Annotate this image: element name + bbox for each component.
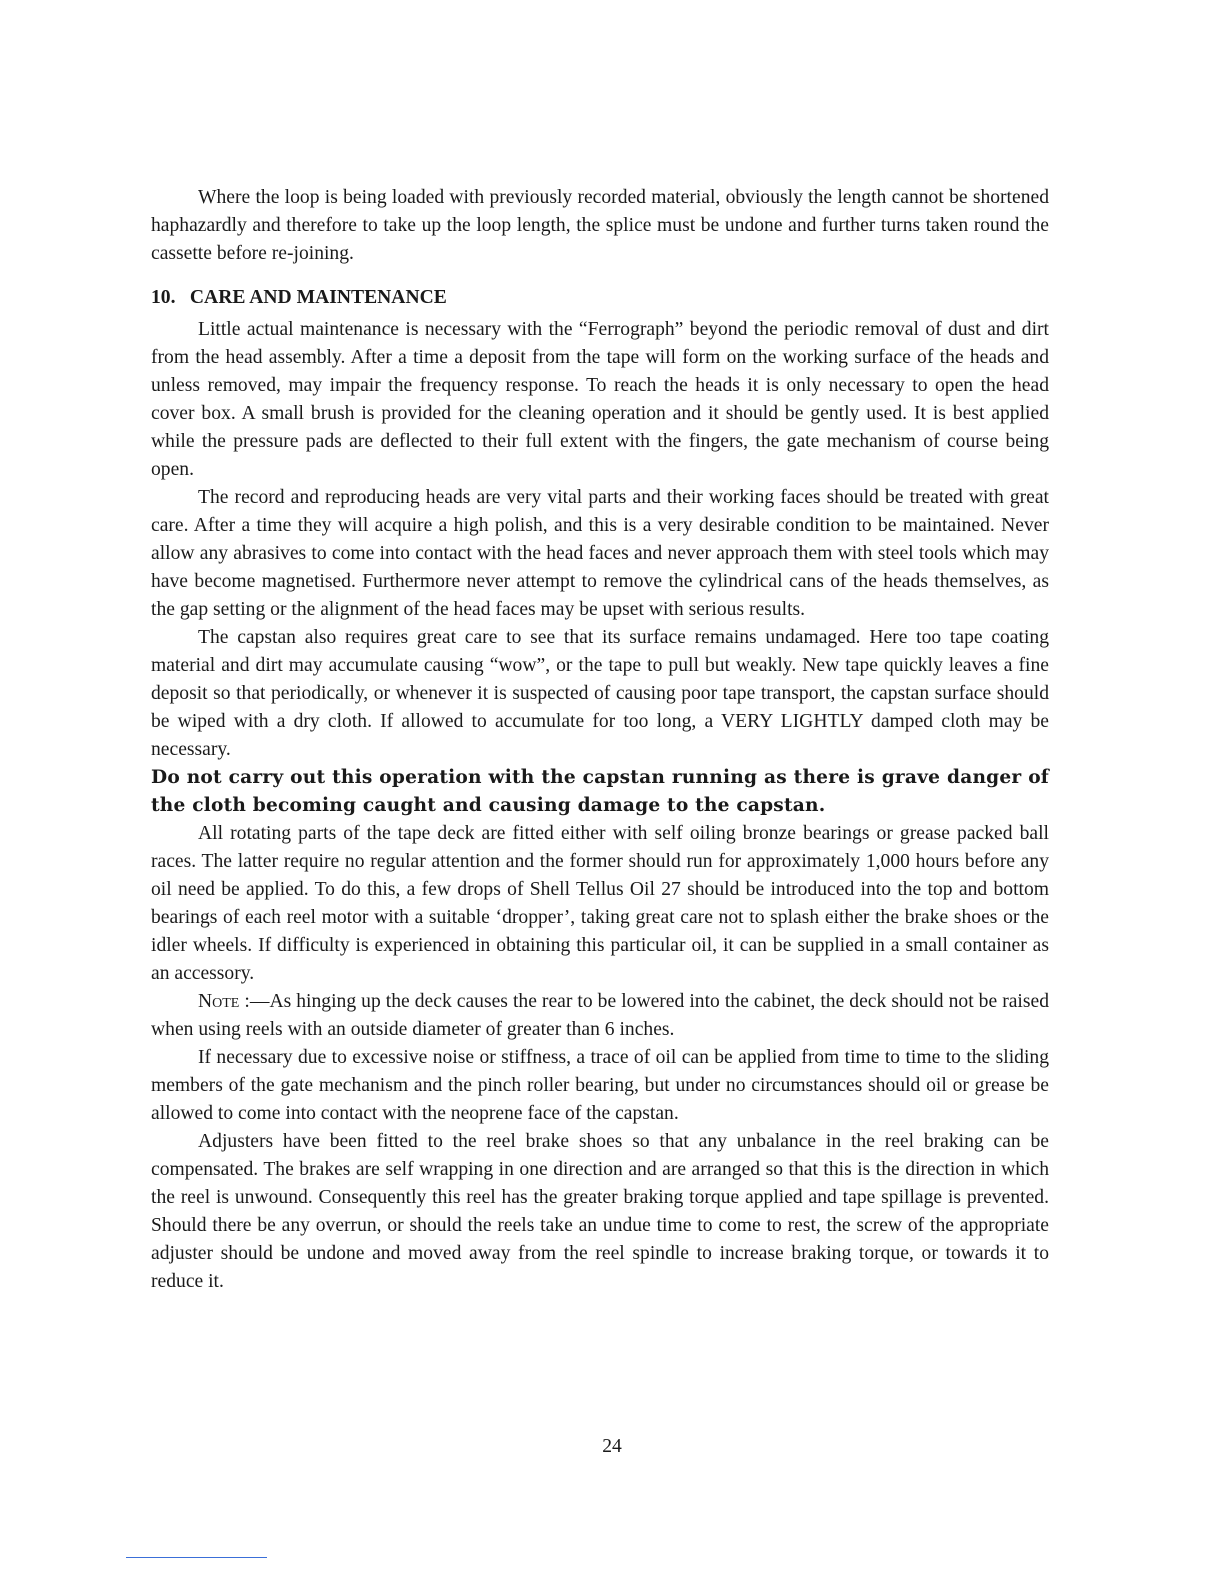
section-title: CARE AND MAINTENANCE [189, 287, 447, 308]
section-number: 10. [151, 287, 176, 308]
section-heading [151, 284, 1049, 312]
paragraph-bearings: All rotating parts of the tape deck are fitted either with self oiling bronze bearings or grease packed ball races. The latter require no regular attention and the former should run for approximately 1,000 hours before any oil need be applied. To do this, a few drops of Shell Tellus Oil 27 should be introduced into the top and bottom bearings of each reel motor with a suitable ‘dropper’, taking great care not to splash either the brake shoes or the idler wheels. If difficulty is experienced in obtaining this particular oil, it can be supplied in a small container as an accessory. [151, 823, 1049, 984]
note-label: Note [198, 991, 240, 1012]
paragraph-capstan-care: The capstan also requires great care to see that its surface remains undamaged. Here too tape coating material and dirt may accumulate causing “wow”, or the tape to pull but weakly. New tape quickly leaves a fine deposit so that periodically, or whenever it is suspected of causing poor tape transport, the capstan surface should be wiped with a dry cloth. If allowed to accumulate for too long, a VERY LIGHTLY damped cloth may be necessary. [151, 627, 1049, 760]
paragraph-cleaning-heads: Little actual maintenance is necessary with the “Ferrograph” beyond the periodic removal of dust and dirt from the head assembly. After a time a deposit from the tape will form on the working surface of the heads and unless removed, may impair the frequency response. To reach the heads it is only necessary to open the head cover box. A small brush is provided for the cleaning operation and it should be gently used. It is best applied while the pressure pads are deflected to their full extent with the fingers, the gate mechanism of course being open. [151, 319, 1049, 480]
footnote-rule [126, 1557, 267, 1558]
document-body [151, 184, 1049, 1296]
paragraph-head-care: The record and reproducing heads are very vital parts and their working faces should be treated with great care. After a time they will acquire a high polish, and this is a very desirable condition to be maintained. Never allow any abrasives to come into contact with the head faces and never approach them with steel tools which may have become magnetised. Furthermore never attempt to remove the cylindrical cans of the heads themselves, as the gap setting or the alignment of the head faces may be upset with serious results. [151, 487, 1049, 620]
note-text: :—As hinging up the deck causes the rear to be lowered into the cabinet, the deck should not be raised when using reels with an outside diameter of greater than 6 inches. [151, 991, 1049, 1040]
note-paragraph [151, 988, 1049, 1044]
warning-paragraph: Do not carry out this operation with the capstan running as there is grave danger of the cloth becoming caught and causing damage to the capstan. [151, 767, 1049, 816]
paragraph-brake-adjusters: Adjusters have been fitted to the reel brake shoes so that any unbalance in the reel braking can be compensated. The brakes are self wrapping in one direction and are arranged so that this is the direction in which the reel is unwound. Consequently this reel has the greater braking torque applied and tape spillage is prevented. Should there be any overrun, or should the reels take an undue time to come to rest, the screw of the appropriate adjuster should be undone and moved away from the reel spindle to increase braking torque, or towards it to reduce it. [151, 1131, 1049, 1292]
intro-paragraph: Where the loop is being loaded with previously recorded material, obviously the length cannot be shortened haphazardly and therefore to take up the loop length, the splice must be undone and further turns taken round the cassette before re-joining. [151, 187, 1049, 264]
paragraph-gate-oil: If necessary due to excessive noise or stiffness, a trace of oil can be applied from time to time to the sliding members of the gate mechanism and the pinch roller bearing, but under no circumstances should oil or grease be allowed to come into contact with the neoprene face of the capstan. [151, 1047, 1049, 1124]
page-number: 24 [602, 1436, 622, 1457]
